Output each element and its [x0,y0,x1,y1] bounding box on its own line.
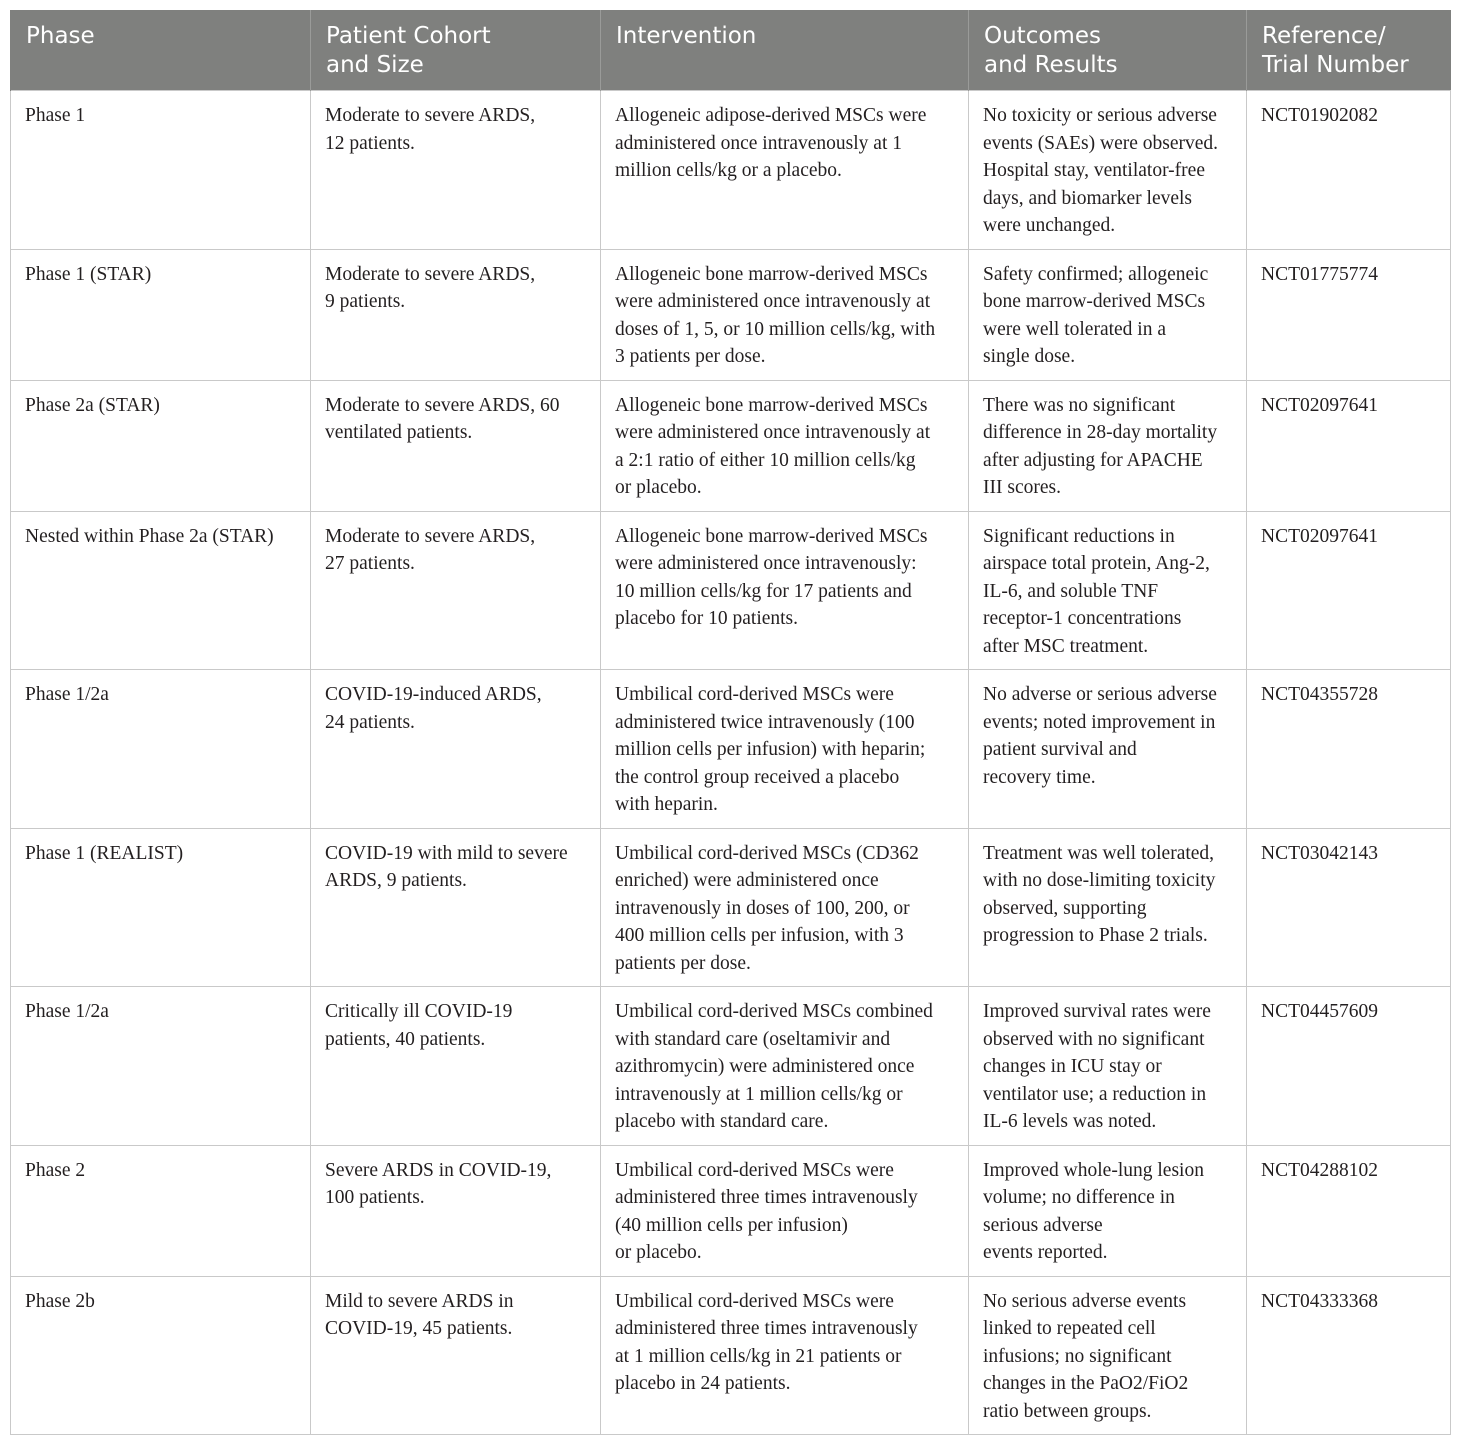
cell-reference: NCT02097641 [1247,511,1451,670]
table-row [11,1145,1451,1276]
header-phase: Phase [11,10,311,91]
cell-phase: Phase 2a (STAR) [11,380,311,511]
table-row [11,1276,1451,1435]
table-row [11,91,1451,250]
table-row [11,511,1451,670]
cell-outcomes: Treatment was well tolerated, with no dose-limiting toxicity observed, supporting progression to Phase 2 trials. [969,828,1247,987]
cell-intervention: Umbilical cord-derived MSCs were administered twice intravenously (100 million cells per infusion) with heparin; the control group received a placebo with heparin. [601,670,969,829]
cell-cohort: COVID-19 with mild to severe ARDS, 9 patients. [311,828,601,987]
cell-intervention: Allogeneic bone marrow-derived MSCs were administered once intravenously at doses of 1, 5, or 10 million cells/kg, with 3 patients per dose. [601,249,969,380]
cell-reference: NCT01902082 [1247,91,1451,250]
cell-phase: Phase 2 [11,1145,311,1276]
cell-intervention: Umbilical cord-derived MSCs were administered three times intravenously at 1 million cells/kg in 21 patients or placebo in 24 patients. [601,1276,969,1435]
cell-reference: NCT01775774 [1247,249,1451,380]
cell-intervention: Allogeneic adipose-derived MSCs were administered once intravenously at 1 million cells/kg or a placebo. [601,91,969,250]
cell-phase: Phase 1 (STAR) [11,249,311,380]
table-row [11,828,1451,987]
cell-reference: NCT02097641 [1247,380,1451,511]
table-header-row [11,10,1451,91]
cell-phase: Phase 1 [11,91,311,250]
cell-outcomes: Improved survival rates were observed with no significant changes in ICU stay or ventilator use; a reduction in IL-6 levels was noted. [969,987,1247,1146]
cell-outcomes: There was no significant difference in 28-day mortality after adjusting for APACHE III scores. [969,380,1247,511]
table-row [11,670,1451,829]
cell-outcomes: Significant reductions in airspace total protein, Ang-2, IL-6, and soluble TNF receptor-1 concentrations after MSC treatment. [969,511,1247,670]
cell-phase: Phase 1/2a [11,670,311,829]
table-row [11,380,1451,511]
trials-table [10,10,1451,1435]
cell-reference: NCT03042143 [1247,828,1451,987]
cell-cohort: Critically ill COVID-19 patients, 40 patients. [311,987,601,1146]
cell-cohort: Moderate to severe ARDS, 12 patients. [311,91,601,250]
cell-cohort: Severe ARDS in COVID-19, 100 patients. [311,1145,601,1276]
cell-intervention: Umbilical cord-derived MSCs were administered three times intravenously (40 million cells per infusion) or placebo. [601,1145,969,1276]
cell-cohort: Moderate to severe ARDS, 60 ventilated patients. [311,380,601,511]
header-reference: Reference/ Trial Number [1247,10,1451,91]
cell-reference: NCT04333368 [1247,1276,1451,1435]
header-patient-cohort: Patient Cohort and Size [311,10,601,91]
cell-phase: Nested within Phase 2a (STAR) [11,511,311,670]
cell-intervention: Allogeneic bone marrow-derived MSCs were administered once intravenously at a 2:1 ratio of either 10 million cells/kg or placebo. [601,380,969,511]
cell-cohort: COVID-19-induced ARDS, 24 patients. [311,670,601,829]
cell-phase: Phase 1 (REALIST) [11,828,311,987]
cell-outcomes: No adverse or serious adverse events; noted improvement in patient survival and recovery time. [969,670,1247,829]
cell-phase: Phase 2b [11,1276,311,1435]
table-row [11,249,1451,380]
header-intervention: Intervention [601,10,969,91]
cell-cohort: Moderate to severe ARDS, 9 patients. [311,249,601,380]
cell-reference: NCT04457609 [1247,987,1451,1146]
table-row [11,987,1451,1146]
cell-intervention: Umbilical cord-derived MSCs (CD362 enriched) were administered once intravenously in doses of 100, 200, or 400 million cells per infusion, with 3 patients per dose. [601,828,969,987]
cell-outcomes: Improved whole-lung lesion volume; no difference in serious adverse events reported. [969,1145,1247,1276]
cell-outcomes: No serious adverse events linked to repeated cell infusions; no significant changes in the PaO2/FiO2 ratio between groups. [969,1276,1247,1435]
trials-table-container [10,10,1450,1435]
cell-reference: NCT04355728 [1247,670,1451,829]
cell-reference: NCT04288102 [1247,1145,1451,1276]
header-outcomes: Outcomes and Results [969,10,1247,91]
cell-intervention: Allogeneic bone marrow-derived MSCs were administered once intravenously: 10 million cells/kg for 17 patients and placebo for 10 patients. [601,511,969,670]
cell-outcomes: Safety confirmed; allogeneic bone marrow-derived MSCs were well tolerated in a single dose. [969,249,1247,380]
cell-cohort: Mild to severe ARDS in COVID-19, 45 patients. [311,1276,601,1435]
cell-cohort: Moderate to severe ARDS, 27 patients. [311,511,601,670]
cell-phase: Phase 1/2a [11,987,311,1146]
cell-outcomes: No toxicity or serious adverse events (SAEs) were observed. Hospital stay, ventilator-free days, and biomarker levels were unchanged. [969,91,1247,250]
cell-intervention: Umbilical cord-derived MSCs combined with standard care (oseltamivir and azithromycin) were administered once intravenously at 1 million cells/kg or placebo with standard care. [601,987,969,1146]
